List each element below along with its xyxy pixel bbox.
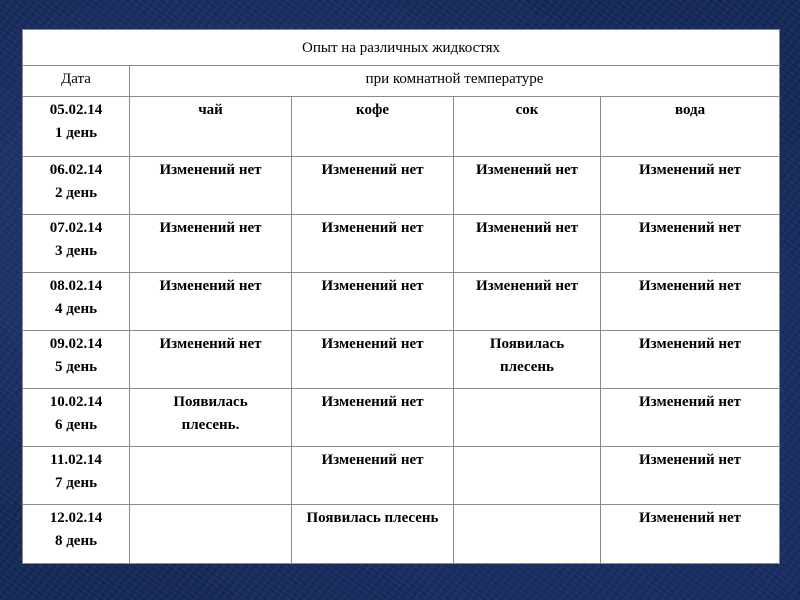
table-row [23,505,780,564]
liquid-header-water: вода [601,97,780,157]
day-value: 7 день [54,475,98,491]
table-row [23,215,780,273]
coffee-cell: Изменений нет [292,389,454,447]
coffee-cell: Изменений нет [292,157,454,215]
date-cell [23,505,130,564]
day-value: 2 день [54,185,98,201]
table-title: Опыт на различных жидкостях [23,30,780,66]
date-value: 12.02.14 [49,510,103,526]
liquids-row [23,97,780,157]
day-value: 3 день [54,243,98,259]
date-cell [23,447,130,505]
day-value: 5 день [54,359,98,375]
juice-cell [454,389,601,447]
day-value: 6 день [54,417,98,433]
tea-cell: Изменений нет [130,331,292,389]
juice-cell [454,447,601,505]
juice-cell: Изменений нет [454,215,601,273]
experiment-table [22,29,780,564]
tea-cell [130,505,292,564]
liquid-header-coffee: кофе [292,97,454,157]
date-value: 08.02.14 [49,278,103,294]
condition-header: при комнатной температуре [130,66,780,97]
coffee-cell: Изменений нет [292,215,454,273]
date-value: 05.02.14 [49,102,103,118]
liquid-header-juice: сок [454,97,601,157]
water-cell: Изменений нет [601,447,780,505]
date-cell [23,97,130,157]
date-value: 09.02.14 [49,336,103,352]
coffee-cell: Появилась плесень [292,505,454,564]
tea-cell: Появилась плесень. [130,389,292,447]
header-row [23,66,780,97]
day-value: 8 день [54,533,98,549]
date-cell [23,157,130,215]
juice-cell [454,505,601,564]
liquid-header-tea: чай [130,97,292,157]
table-row [23,157,780,215]
coffee-cell: Изменений нет [292,273,454,331]
date-value: 07.02.14 [49,220,103,236]
date-cell [23,215,130,273]
water-cell: Изменений нет [601,389,780,447]
juice-cell: Изменений нет [454,273,601,331]
date-cell [23,389,130,447]
tea-cell: Изменений нет [130,215,292,273]
water-cell: Изменений нет [601,273,780,331]
date-value: 06.02.14 [49,162,103,178]
table-row [23,331,780,389]
coffee-cell: Изменений нет [292,447,454,505]
date-value: 11.02.14 [50,452,102,468]
water-cell: Изменений нет [601,215,780,273]
slide-content [22,29,779,563]
tea-cell: Изменений нет [130,157,292,215]
date-value: 10.02.14 [49,394,103,410]
title-row [23,30,780,66]
water-cell: Изменений нет [601,157,780,215]
water-cell: Изменений нет [601,505,780,564]
tea-cell: Изменений нет [130,273,292,331]
table-row [23,447,780,505]
table-row [23,389,780,447]
water-cell: Изменений нет [601,331,780,389]
day-value: 1 день [54,125,98,141]
table-row [23,273,780,331]
juice-cell: Появилась плесень [454,331,601,389]
date-cell [23,331,130,389]
juice-cell: Изменений нет [454,157,601,215]
tea-cell [130,447,292,505]
date-column-header: Дата [23,66,130,97]
coffee-cell: Изменений нет [292,331,454,389]
date-cell [23,273,130,331]
day-value: 4 день [54,301,98,317]
